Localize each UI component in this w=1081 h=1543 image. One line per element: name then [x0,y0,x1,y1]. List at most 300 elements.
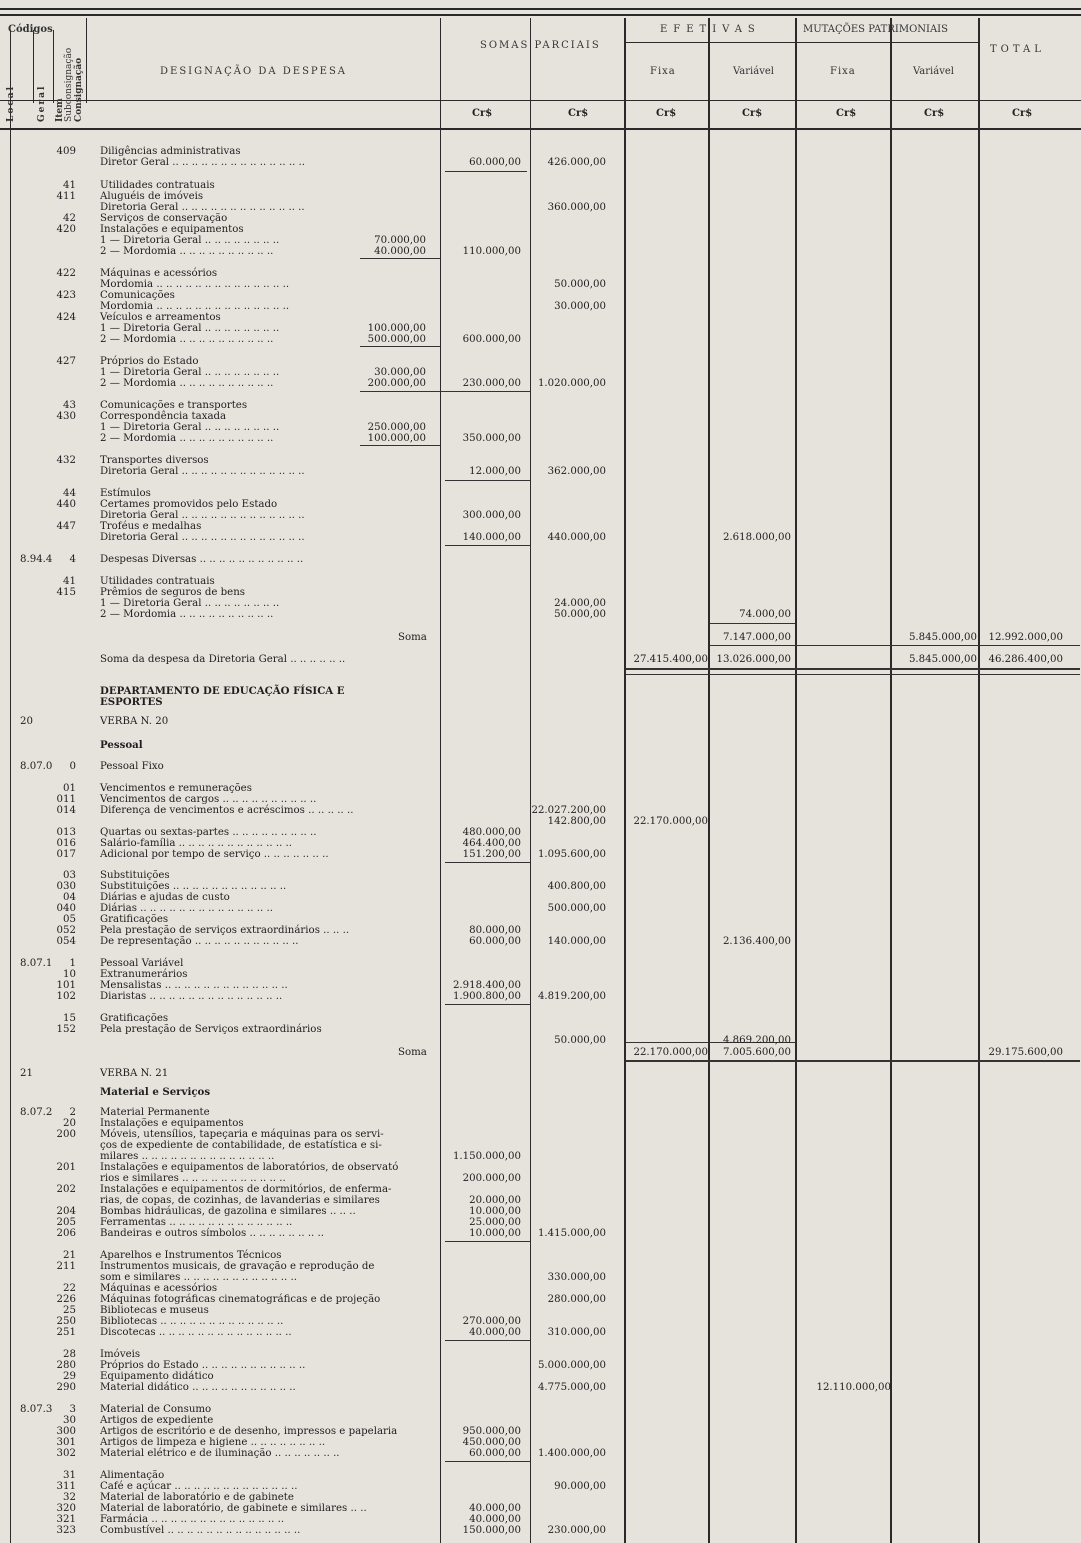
row-code: 226 [56,1294,76,1305]
row-description: Material Permanente [100,1107,210,1118]
value-efetiva-variavel: 2.618.000,00 [722,532,791,543]
row-description: 1 — Diretoria Geral .. .. .. .. .. .. .. .. [100,598,280,609]
value-partial-2: 440.000,00 [547,532,606,543]
row-code: 250 [56,1316,76,1327]
row-description: Correspondência taxada [100,411,227,422]
table-row [0,892,1081,903]
variavel2-label: Variável [913,66,954,77]
value-partial-1: 1.900.800,00 [452,991,521,1002]
value-efetiva-fixa: 22.170.000,00 [633,1047,708,1058]
row-description: Diretoria Geral .. .. .. .. .. .. .. .. .. .. .. .. .. [100,510,305,521]
row-description: Instalações e equipamentos [100,224,244,235]
row-description: Bibliotecas .. .. .. .. .. .. .. .. .. .. .. .. .. [100,1316,284,1327]
table-row [0,1382,1081,1393]
value-mutacao-fixa: 12.110.000,00 [816,1382,891,1393]
value-partial-2: 400.800,00 [547,881,606,892]
value-partial-1: 40.000,00 [469,1327,521,1338]
row-description: Transportes diversos [100,455,209,466]
row-description: Café e açúcar .. .. .. .. .. .. .. .. .. .. .. .. .. [100,1481,298,1492]
value-partial-1: 80.000,00 [469,925,521,936]
row-code: 3 [69,1404,76,1415]
row-description: Ferramentas .. .. .. .. .. .. .. .. .. .. .. .. .. [100,1217,293,1228]
table-row [0,246,1081,257]
row-description: milares .. .. .. .. .. .. .. .. .. .. .. .. .. .. [100,1151,275,1162]
value-partial-2: 5.000.000,00 [537,1360,606,1371]
value-partial-2: 50.000,00 [554,609,606,620]
table-row [0,991,1081,1002]
value-efetiva-variavel: 7.147.000,00 [722,632,791,643]
col-item-label: Item [55,98,65,122]
total-rule [626,1060,1080,1062]
value-detail: 100.000,00 [367,433,426,444]
table-row [0,761,1081,772]
table-row [0,279,1081,290]
row-code: 10 [63,969,76,980]
value-efetiva-variavel: 7.005.600,00 [722,1047,791,1058]
currency-label: Cr$ [742,108,763,119]
row-local-code: 8.07.0 [20,761,53,772]
value-partial-2: 90.000,00 [554,1481,606,1492]
col-local-label: Local [6,84,16,122]
row-description: som e similares .. .. .. .. .. .. .. .. .. .. .. .. [100,1272,297,1283]
table-row [0,157,1081,168]
row-code: 15 [63,1013,76,1024]
row-code: 32 [63,1492,76,1503]
row-description: Diretoria Geral .. .. .. .. .. .. .. .. .. .. .. .. .. [100,532,305,543]
table-row [0,521,1081,532]
currency-label: Cr$ [1012,108,1033,119]
row-description: Aluguéis de imóveis [100,191,204,202]
row-description: Prêmios de seguros de bens [100,587,245,598]
table-row [0,1492,1081,1503]
table-row [0,1481,1081,1492]
codigos-label: Códigos [8,24,53,35]
table-row [0,1371,1081,1382]
table-row [0,1316,1081,1327]
table-row [0,740,1081,751]
row-description: DEPARTAMENTO DE EDUCAÇÃO FÍSICA E [100,685,345,697]
value-partial-2: 360.000,00 [547,202,606,213]
row-description: Gratificações [100,914,169,925]
row-code: 424 [56,312,76,323]
row-code: 411 [56,191,76,202]
row-description: Combustível .. .. .. .. .. .. .. .. .. .. .. .. .. .. [100,1525,301,1536]
row-code: 0 [69,761,76,772]
row-description: Bibliotecas e museus [100,1305,209,1316]
row-description: Comunicações [100,290,175,301]
value-detail: 30.000,00 [374,367,426,378]
row-code: 323 [56,1525,76,1536]
row-description: Utilidades contratuais [100,180,215,191]
row-local-code: 8.07.3 [20,1404,53,1415]
row-description: Alimentação [100,1470,165,1481]
col-subconsig-label: Subconsignação [64,47,74,122]
subtotal-rule [445,1461,530,1462]
value-partial-1: 60.000,00 [469,1448,521,1459]
table-row [0,1250,1081,1261]
row-code: 432 [56,455,76,466]
row-description: Máquinas fotográficas cinematográficas e de projeção [100,1294,381,1305]
header-rule [0,100,1081,101]
row-description: Mordomia .. .. .. .. .. .. .. .. .. .. .. .. .. .. [100,279,290,290]
row-code: 200 [56,1129,76,1140]
table-row [0,1140,1081,1151]
row-description: rias, de copas, de cozinhas, de lavanderias e similares [100,1195,380,1206]
row-description: Substituições .. .. .. .. .. .. .. .. .. .. .. .. [100,881,287,892]
row-description: Artigos de expediente [100,1415,214,1426]
row-code: 415 [56,587,76,598]
value-mutacao-variavel: 5.845.000,00 [908,632,977,643]
row-description: Bandeiras e outros símbolos .. .. .. .. .. .. .. .. [100,1228,325,1239]
table-row [0,422,1081,433]
subtotal-rule [710,623,795,624]
row-code: 016 [56,838,76,849]
table-row [0,654,1081,665]
subtotal-rule [445,862,530,863]
row-code: 202 [56,1184,76,1195]
designacao-label: DESIGNAÇÃO DA DESPESA [160,66,348,77]
table-row [0,224,1081,235]
value-partial-2: 362.000,00 [547,466,606,477]
row-code: 280 [56,1360,76,1371]
value-partial-2: 50.000,00 [554,1035,606,1046]
row-description: Instalações e equipamentos [100,1118,244,1129]
row-description: Pessoal [100,739,143,751]
row-description: rios e similares .. .. .. .. .. .. .. .. .. .. .. [100,1173,286,1184]
value-partial-1: 464.400,00 [462,838,521,849]
soma-label: Soma [398,632,427,643]
table-row [0,1426,1081,1437]
value-partial-2: 140.000,00 [547,936,606,947]
row-description: Artigos de escritório e de desenho, impressos e papelaria [100,1426,398,1437]
value-efetiva-variavel: 2.136.400,00 [722,936,791,947]
value-partial-1: 40.000,00 [469,1503,521,1514]
table-row [0,1107,1081,1118]
row-code: 422 [56,268,76,279]
row-description: Estímulos [100,488,151,499]
value-detail: 70.000,00 [374,235,426,246]
table-row [0,1217,1081,1228]
row-code: 41 [63,576,76,587]
row-description: Vencimentos e remunerações [100,783,252,794]
value-mutacao-variavel: 5.845.000,00 [908,654,977,665]
total-label: TOTAL [990,44,1045,55]
row-description: 1 — Diretoria Geral .. .. .. .. .. .. .. .. [100,422,280,433]
row-description: 2 — Mordomia .. .. .. .. .. .. .. .. .. .. [100,609,274,620]
value-partial-1: 151.200,00 [462,849,521,860]
subtotal-rule [445,1241,530,1242]
value-efetiva-variavel: 74.000,00 [739,609,791,620]
row-code: 29 [63,1371,76,1382]
table-row [0,312,1081,323]
subtotal-rule [445,1004,530,1005]
mutacoes-label: MUTAÇÕES PATRIMONIAIS [803,24,948,35]
value-partial-1: 1.150.000,00 [452,1151,521,1162]
row-description: Instalações e equipamentos de dormitórios, de enferma- [100,1184,392,1195]
row-code: 30 [63,1415,76,1426]
table-row [0,554,1081,565]
table-row [0,466,1081,477]
value-partial-1: 300.000,00 [462,510,521,521]
row-code: 251 [56,1327,76,1338]
table-row [0,532,1081,543]
value-efetiva-variavel: 13.026.000,00 [716,654,791,665]
row-code: 440 [56,499,76,510]
total-rule [626,668,1080,670]
value-detail: 200.000,00 [367,378,426,389]
value-partial-1: 150.000,00 [462,1525,521,1536]
value-partial-1: 10.000,00 [469,1228,521,1239]
row-code: 42 [63,213,76,224]
row-description: Farmácia .. .. .. .. .. .. .. .. .. .. .. .. .. .. [100,1514,285,1525]
currency-label: Cr$ [924,108,945,119]
value-partial-2: 142.800,00 [547,816,606,827]
table-row [0,838,1081,849]
row-code: 01 [63,783,76,794]
row-code: 017 [56,849,76,860]
row-code: 205 [56,1217,76,1228]
fixa-label: Fixa [650,66,676,77]
value-partial-1: 40.000,00 [469,1514,521,1525]
value-partial-1: 60.000,00 [469,157,521,168]
row-description: Imóveis [100,1349,141,1360]
row-code: 31 [63,1470,76,1481]
value-efetiva-variavel: 4.869.200,00 [722,1035,791,1046]
row-description: Pela prestação de Serviços extraordinários [100,1024,322,1035]
row-code: 040 [56,903,76,914]
row-description: 2 — Mordomia .. .. .. .. .. .. .. .. .. .. [100,246,274,257]
row-description: 2 — Mordomia .. .. .. .. .. .. .. .. .. .. [100,378,274,389]
row-local-code: 8.07.2 [20,1107,53,1118]
table-row [0,1013,1081,1024]
table-row [0,598,1081,609]
table-row [0,1035,1081,1046]
row-code: 28 [63,1349,76,1360]
table-row [0,716,1081,727]
row-local-code: 20 [20,716,33,727]
table-row [0,334,1081,345]
row-description: Material elétrico e de iluminação .. .. .. .. .. .. .. [100,1448,340,1459]
table-row [0,290,1081,301]
table-row [0,881,1081,892]
col-geral-label: Geral [37,84,47,122]
row-code: 43 [63,400,76,411]
table-row [0,1305,1081,1316]
col-line [53,30,54,103]
row-code: 206 [56,1228,76,1239]
header-bottom-rule [0,128,1081,130]
row-description: Troféus e medalhas [100,521,202,532]
subtotal-rule [360,445,440,446]
top-rule-2 [0,14,1081,16]
value-total: 29.175.600,00 [988,1047,1063,1058]
table-row [0,849,1081,860]
row-description: Comunicações e transportes [100,400,248,411]
value-partial-1: 20.000,00 [469,1195,521,1206]
table-row [0,1087,1081,1098]
value-partial-2: 30.000,00 [554,301,606,312]
subtotal-rule [360,258,440,259]
row-code: 014 [56,805,76,816]
table-row [0,235,1081,246]
row-description: Material de laboratório e de gabinete [100,1492,294,1503]
table-row [0,609,1081,620]
row-code: 25 [63,1305,76,1316]
value-partial-1: 350.000,00 [462,433,521,444]
row-description: 1 — Diretoria Geral .. .. .. .. .. .. .. .. [100,235,280,246]
row-description: Diretoria Geral .. .. .. .. .. .. .. .. .. .. .. .. .. [100,202,305,213]
table-row [0,1068,1081,1079]
row-code: 320 [56,1503,76,1514]
row-code: 22 [63,1283,76,1294]
value-partial-2: 1.415.000,00 [537,1228,606,1239]
row-code: 311 [56,1481,76,1492]
row-description: Pela prestação de serviços extraordinários .. .. .. [100,925,350,936]
table-row [0,378,1081,389]
table-row [0,1173,1081,1184]
row-code: 4 [69,554,76,565]
col-line [33,30,34,103]
row-code: 423 [56,290,76,301]
table-row [0,576,1081,587]
currency-label: Cr$ [472,108,493,119]
row-description: 1 — Diretoria Geral .. .. .. .. .. .. .. .. [100,323,280,334]
row-code: 1 [69,958,76,969]
table-row [0,1349,1081,1360]
fixa2-label: Fixa [830,66,856,77]
row-description: Mordomia .. .. .. .. .. .. .. .. .. .. .. .. .. .. [100,301,290,312]
row-description: Diárias .. .. .. .. .. .. .. .. .. .. .. .. .. .. [100,903,273,914]
row-description: 2 — Mordomia .. .. .. .. .. .. .. .. .. .. [100,334,274,345]
row-code: 102 [56,991,76,1002]
row-description: Diferença de vencimentos e acréscimos .. .. .. .. .. [100,805,354,816]
table-row [0,1047,1081,1058]
table-row [0,411,1081,422]
row-code: 21 [63,1250,76,1261]
row-description: Aparelhos e Instrumentos Técnicos [100,1250,282,1261]
row-code: 03 [63,870,76,881]
value-partial-1: 230.000,00 [462,378,521,389]
value-partial-1: 12.000,00 [469,466,521,477]
row-code: 04 [63,892,76,903]
table-row [0,1272,1081,1283]
table-row [0,400,1081,411]
row-description: Material de Consumo [100,1404,212,1415]
row-local-code: 8.07.1 [20,958,53,969]
table-row [0,1448,1081,1459]
row-description: ESPORTES [100,696,163,708]
row-description: Utilidades contratuais [100,576,215,587]
row-description: 2 — Mordomia .. .. .. .. .. .. .. .. .. .. [100,433,274,444]
row-code: 290 [56,1382,76,1393]
value-partial-2: 22.027.200,00 [531,805,606,816]
table-row [0,827,1081,838]
value-total: 46.286.400,00 [988,654,1063,665]
value-detail: 250.000,00 [367,422,426,433]
table-row [0,1404,1081,1415]
table-row [0,1024,1081,1035]
table-row [0,510,1081,521]
row-code: 211 [56,1261,76,1272]
table-row [0,191,1081,202]
value-partial-1: 270.000,00 [462,1316,521,1327]
row-code: 2 [69,1107,76,1118]
value-partial-2: 50.000,00 [554,279,606,290]
subtotal-rule [445,480,530,481]
table-row [0,632,1081,643]
row-code: 41 [63,180,76,191]
row-code: 321 [56,1514,76,1525]
table-row [0,1206,1081,1217]
row-description: Pessoal Fixo [100,761,164,772]
row-description: Material de laboratório, de gabinete e similares .. .. [100,1503,367,1514]
somas-label: SOMAS PARCIAIS [480,40,601,51]
row-description: Diretor Geral .. .. .. .. .. .. .. .. .. .. .. .. .. .. [100,157,306,168]
table-row [0,499,1081,510]
subheader-rule [625,42,978,43]
subtotal-rule [445,545,530,546]
row-description: VERBA N. 20 [100,716,169,727]
row-code: 013 [56,827,76,838]
table-row [0,870,1081,881]
value-partial-1: 110.000,00 [462,246,521,257]
row-code: 302 [56,1448,76,1459]
value-partial-2: 500.000,00 [547,903,606,914]
table-row [0,433,1081,444]
table-row [0,455,1081,466]
row-description: Discotecas .. .. .. .. .. .. .. .. .. .. .. .. .. .. [100,1327,292,1338]
table-row [0,903,1081,914]
table-row [0,816,1081,827]
row-description: Salário-família .. .. .. .. .. .. .. .. .. .. .. .. [100,838,293,849]
value-partial-1: 2.918.400,00 [452,980,521,991]
row-description: Diárias e ajudas de custo [100,892,230,903]
table-row [0,1118,1081,1129]
table-row [0,1151,1081,1162]
row-description: Pessoal Variável [100,958,184,969]
row-code: 030 [56,881,76,892]
table-row [0,1162,1081,1173]
table-row [0,925,1081,936]
row-description: Gratificações [100,1013,169,1024]
table-row [0,980,1081,991]
value-partial-2: 1.020.000,00 [537,378,606,389]
table-row [0,783,1081,794]
row-description: Quartas ou sextas-partes .. .. .. .. .. .. .. .. .. [100,827,317,838]
row-description: Diaristas .. .. .. .. .. .. .. .. .. .. .. .. .. .. [100,991,283,1002]
table-row [0,180,1081,191]
value-partial-2: 4.819.200,00 [537,991,606,1002]
currency-label: Cr$ [568,108,589,119]
value-detail: 40.000,00 [374,246,426,257]
table-row [0,1360,1081,1371]
row-description: Artigos de limpeza e higiene .. .. .. .. .. .. .. .. [100,1437,326,1448]
row-description: Próprios do Estado [100,356,199,367]
row-local-code: 8.94.4 [20,554,53,565]
row-code: 420 [56,224,76,235]
efetivas-label: EFETIVAS [660,24,761,35]
table-row [0,587,1081,598]
table-row [0,936,1081,947]
table-row [0,1228,1081,1239]
value-partial-2: 4.775.000,00 [537,1382,606,1393]
table-row [0,958,1081,969]
top-rule [0,8,1081,10]
currency-label: Cr$ [836,108,857,119]
table-row [0,323,1081,334]
value-partial-2: 230.000,00 [547,1525,606,1536]
row-description: De representação .. .. .. .. .. .. .. .. .. .. .. [100,936,299,947]
